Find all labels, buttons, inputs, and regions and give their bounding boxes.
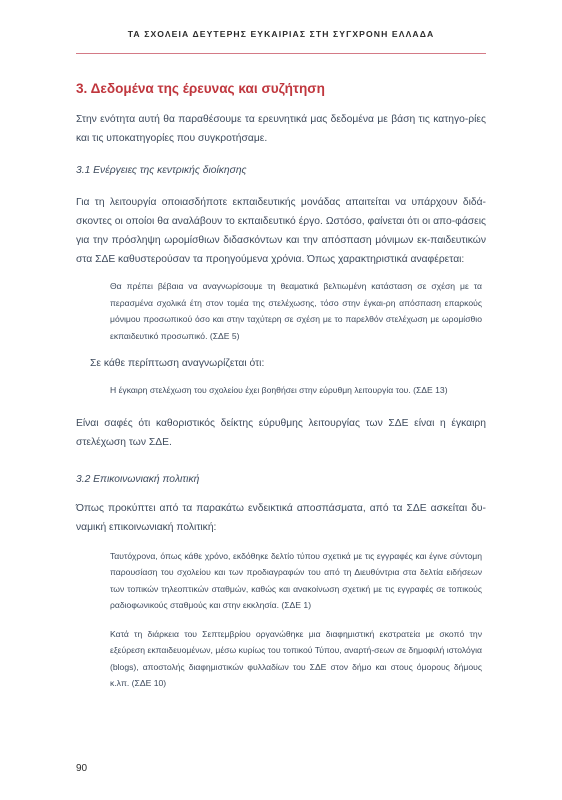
page-number: 90	[76, 763, 88, 774]
subsection-heading-1: 3.1 Ενέργειες της κεντρικής διοίκησης	[76, 165, 247, 176]
header-rule	[76, 53, 486, 54]
quote-sde-5: Θα πρέπει βέβαια να αναγνωρίσουμε τη θεαματικά βελτιωμένη κατάσταση σε σχέση με τα περασμένα σχολικά έτη στον τομέα της στελέχωσης, τόσο στην έγκαι-ρη απόσπαση επαρκούς μόνιμου προσωπικού όσο και στην ταχύτερη σε σχέση με το παρελθόν στελέχωση με ωρομίσθιο εκπαιδευτικό προσωπικό. (ΣΔΕ 5)	[110, 281, 482, 341]
page-content	[76, 80, 486, 692]
section-intro: Στην ενότητα αυτή θα παραθέσουμε τα ερευνητικά μας δεδομένα με βάση τις κατηγο-ρίες και τις υποκατηγορίες που συγκροτήσαμε.	[76, 114, 486, 144]
subsection-1-paragraph: Για τη λειτουργία οποιασδήποτε εκπαιδευτικής μονάδας απαιτείται να υπάρχουν διδά-σκοντες οι οποίοι θα αναλάβουν το εκπαιδευτικό έργο. Ωστόσο, φαίνεται ότι οι απο-φάσεις για την πρόσληψη ωρομίσθιων διδασκόντων και την απόσπαση μόνιμων εκ-παιδευτικών στα ΣΔΕ καθυστερούσαν τα προηγούμενα χρόνια. Όπως χαρακτηριστικά αναφέρεται:	[76, 197, 486, 265]
section-title: 3. Δεδομένα της έρευνας και συζήτηση	[76, 81, 325, 96]
subsection-1-conclusion: Είναι σαφές ότι καθοριστικός δείκτης εύρυθμης λειτουργίας των ΣΔΕ είναι η έγκαιρη στελέχωση των ΣΔΕ.	[76, 417, 486, 448]
lead-in-text: Σε κάθε περίπτωση αναγνωρίζεται ότι:	[90, 358, 265, 369]
quote-sde-13: Η έγκαιρη στελέχωση του σχολείου έχει βοηθήσει στην εύρυθμη λειτουργία του. (ΣΔΕ 13)	[110, 385, 448, 395]
quote-sde-10: Κατά τη διάρκεια του Σεπτεμβρίου οργανώθηκε μια διαφημιστική εκστρατεία με σκοπό την εξεύρεση εκπαιδευομένων, μέσω κυρίως του τοπικού Τύπου, αναρτή-σεων σε δημοφιλή ιστολόγια (blogs), αποστολής διαφημιστικών φυλλαδίων του ΣΔΕ στον δήμο και στους όμορους δήμους κ.λπ. (ΣΔΕ 10)	[110, 628, 482, 688]
subsection-2-paragraph: Όπως προκύπτει από τα παρακάτω ενδεικτικά αποσπάσματα, από τα ΣΔΕ ασκείται δυ-ναμική επικοινωνιακή πολιτική:	[76, 502, 486, 533]
subsection-heading-2: 3.2 Επικοινωνιακή πολιτική	[76, 473, 200, 485]
quote-sde-1: Ταυτόχρονα, όπως κάθε χρόνο, εκδόθηκε δελτίο τύπου σχετικά με τις εγγραφές και έγινε σύντομη παρουσίαση του σχολείου και των προδιαγραφών του από τη Διευθύντρια στα δελτία ειδήσεων των τοπικών τηλεοπτικών σταθμών, καθώς και ανακοίνωση σχετική με τις εγγραφές σε τοπικούς ραδιοφωνικούς σταθμούς και στην εκκλησία. (ΣΔΕ 1)	[110, 550, 482, 610]
running-header: ΤΑ ΣΧΟΛΕΙΑ ΔΕΥΤΕΡΗΣ ΕΥΚΑΙΡΙΑΣ ΣΤΗ ΣΥΓΧΡΟΝΗ ΕΛΛΑΔΑ	[127, 29, 435, 39]
